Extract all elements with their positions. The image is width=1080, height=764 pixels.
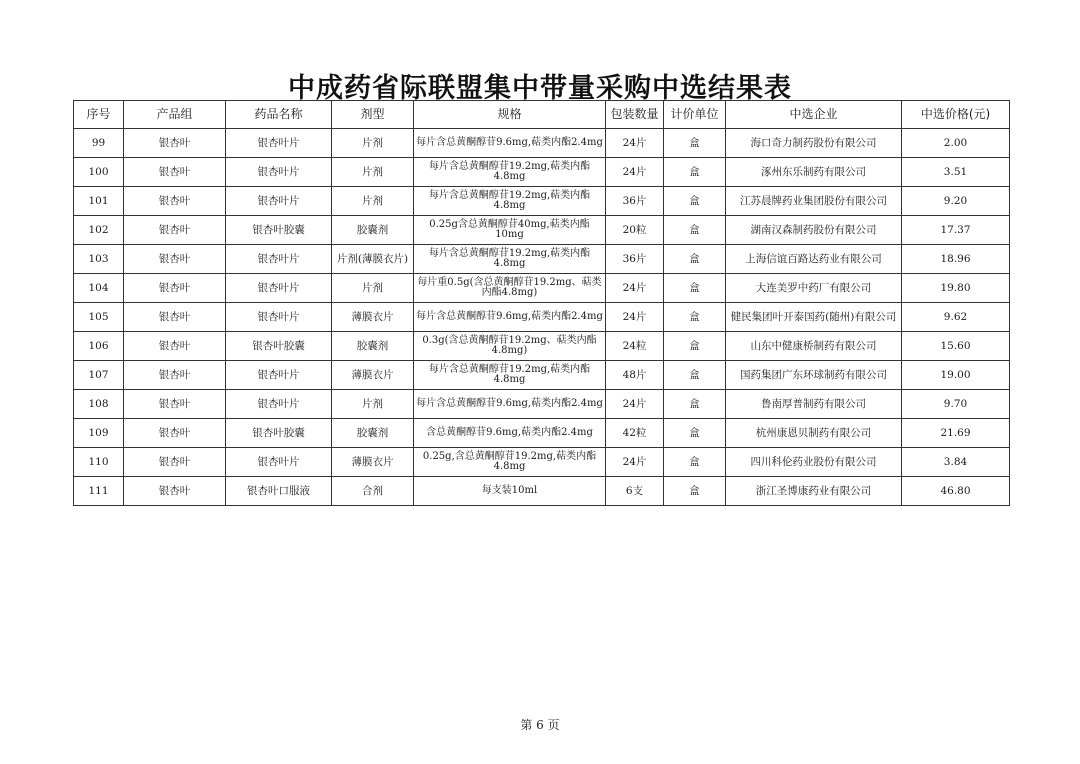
seq-cell: 103 [74, 245, 124, 274]
product-group-cell: 银杏叶 [124, 158, 226, 187]
product-group-cell: 银杏叶 [124, 390, 226, 419]
price-cell: 15.60 [902, 332, 1010, 361]
table-row [74, 477, 1010, 506]
column-header-spec: 规格 [414, 101, 606, 129]
drug-name-cell: 银杏叶片 [226, 448, 332, 477]
dosage-form-cell: 胶囊剂 [332, 419, 414, 448]
package-qty-cell: 24片 [606, 274, 664, 303]
page-title: 中成药省际联盟集中带量采购中选结果表 [288, 73, 792, 104]
table-row [74, 216, 1010, 245]
price-cell: 3.51 [902, 158, 1010, 187]
company-cell: 江苏晨牌药业集团股份有限公司 [726, 187, 902, 216]
dosage-form-cell: 胶囊剂 [332, 216, 414, 245]
product-group-cell: 银杏叶 [124, 332, 226, 361]
table-row [74, 332, 1010, 361]
unit-cell: 盒 [664, 361, 726, 390]
seq-cell: 110 [74, 448, 124, 477]
table-row [74, 187, 1010, 216]
company-cell: 鲁南厚普制药有限公司 [726, 390, 902, 419]
product-group-cell: 银杏叶 [124, 129, 226, 158]
spec-cell: 每支装10ml [414, 477, 606, 506]
package-qty-cell: 36片 [606, 187, 664, 216]
drug-name-cell: 银杏叶片 [226, 361, 332, 390]
drug-name-cell: 银杏叶胶囊 [226, 332, 332, 361]
package-qty-cell: 42粒 [606, 419, 664, 448]
spec-cell: 0.3g(含总黄酮醇苷19.2mg、萜类内酯4.8mg) [414, 332, 606, 361]
unit-cell: 盒 [664, 448, 726, 477]
product-group-cell: 银杏叶 [124, 477, 226, 506]
spec-cell: 含总黄酮醇苷9.6mg,萜类内酯2.4mg [414, 419, 606, 448]
unit-cell: 盒 [664, 129, 726, 158]
unit-cell: 盒 [664, 245, 726, 274]
seq-cell: 108 [74, 390, 124, 419]
seq-cell: 101 [74, 187, 124, 216]
table-row [74, 129, 1010, 158]
dosage-form-cell: 胶囊剂 [332, 332, 414, 361]
drug-name-cell: 银杏叶片 [226, 245, 332, 274]
package-qty-cell: 24片 [606, 129, 664, 158]
dosage-form-cell: 片剂 [332, 390, 414, 419]
product-group-cell: 银杏叶 [124, 448, 226, 477]
dosage-form-cell: 片剂(薄膜衣片) [332, 245, 414, 274]
spec-cell: 每片含总黄酮醇苷19.2mg,萜类内酯4.8mg [414, 361, 606, 390]
drug-name-cell: 银杏叶片 [226, 274, 332, 303]
company-cell: 浙江圣博康药业有限公司 [726, 477, 902, 506]
product-group-cell: 银杏叶 [124, 274, 226, 303]
table-row [74, 245, 1010, 274]
package-qty-cell: 6支 [606, 477, 664, 506]
column-header-product-group: 产品组 [124, 101, 226, 129]
column-header-dosage-form: 剂型 [332, 101, 414, 129]
spec-cell: 0.25g含总黄酮醇苷40mg,萜类内酯10mg [414, 216, 606, 245]
column-header-unit: 计价单位 [664, 101, 726, 129]
unit-cell: 盒 [664, 187, 726, 216]
spec-cell: 每片含总黄酮醇苷9.6mg,萜类内酯2.4mg [414, 390, 606, 419]
company-cell: 上海信谊百路达药业有限公司 [726, 245, 902, 274]
price-cell: 3.84 [902, 448, 1010, 477]
unit-cell: 盒 [664, 216, 726, 245]
spec-cell: 每片含总黄酮醇苷19.2mg,萜类内酯4.8mg [414, 158, 606, 187]
drug-name-cell: 银杏叶片 [226, 303, 332, 332]
price-cell: 17.37 [902, 216, 1010, 245]
table-row [74, 419, 1010, 448]
drug-name-cell: 银杏叶片 [226, 129, 332, 158]
dosage-form-cell: 片剂 [332, 158, 414, 187]
company-cell: 海口奇力制药股份有限公司 [726, 129, 902, 158]
column-header-package-qty: 包装数量 [606, 101, 664, 129]
package-qty-cell: 48片 [606, 361, 664, 390]
drug-name-cell: 银杏叶胶囊 [226, 419, 332, 448]
table-row [74, 303, 1010, 332]
dosage-form-cell: 片剂 [332, 274, 414, 303]
column-header-price: 中选价格(元) [902, 101, 1010, 129]
seq-cell: 107 [74, 361, 124, 390]
seq-cell: 109 [74, 419, 124, 448]
spec-cell: 每片含总黄酮醇苷19.2mg,萜类内酯4.8mg [414, 187, 606, 216]
price-cell: 19.80 [902, 274, 1010, 303]
dosage-form-cell: 薄膜衣片 [332, 303, 414, 332]
drug-name-cell: 银杏叶胶囊 [226, 216, 332, 245]
seq-cell: 104 [74, 274, 124, 303]
company-cell: 涿州东乐制药有限公司 [726, 158, 902, 187]
drug-name-cell: 银杏叶片 [226, 187, 332, 216]
unit-cell: 盒 [664, 332, 726, 361]
table-row [74, 158, 1010, 187]
company-cell: 健民集团叶开泰国药(随州)有限公司 [726, 303, 902, 332]
price-cell: 9.70 [902, 390, 1010, 419]
dosage-form-cell: 合剂 [332, 477, 414, 506]
product-group-cell: 银杏叶 [124, 245, 226, 274]
spec-cell: 每片重0.5g(含总黄酮醇苷19.2mg、萜类内酯4.8mg) [414, 274, 606, 303]
unit-cell: 盒 [664, 419, 726, 448]
package-qty-cell: 24粒 [606, 332, 664, 361]
product-group-cell: 银杏叶 [124, 216, 226, 245]
package-qty-cell: 36片 [606, 245, 664, 274]
package-qty-cell: 24片 [606, 158, 664, 187]
company-cell: 杭州康恩贝制药有限公司 [726, 419, 902, 448]
unit-cell: 盒 [664, 274, 726, 303]
seq-cell: 105 [74, 303, 124, 332]
package-qty-cell: 24片 [606, 303, 664, 332]
drug-name-cell: 银杏叶口服液 [226, 477, 332, 506]
price-cell: 9.20 [902, 187, 1010, 216]
page-number: 第 6 页 [520, 718, 560, 732]
product-group-cell: 银杏叶 [124, 303, 226, 332]
dosage-form-cell: 薄膜衣片 [332, 448, 414, 477]
price-cell: 19.00 [902, 361, 1010, 390]
product-group-cell: 银杏叶 [124, 187, 226, 216]
price-cell: 18.96 [902, 245, 1010, 274]
spec-cell: 每片含总黄酮醇苷9.6mg,萜类内酯2.4mg [414, 129, 606, 158]
price-cell: 9.62 [902, 303, 1010, 332]
company-cell: 山东中健康桥制药有限公司 [726, 332, 902, 361]
table-row [74, 361, 1010, 390]
spec-cell: 0.25g,含总黄酮醇苷19.2mg,萜类内酯4.8mg [414, 448, 606, 477]
seq-cell: 102 [74, 216, 124, 245]
company-cell: 国药集团广东环球制药有限公司 [726, 361, 902, 390]
drug-name-cell: 银杏叶片 [226, 158, 332, 187]
price-cell: 46.80 [902, 477, 1010, 506]
column-header-company: 中选企业 [726, 101, 902, 129]
package-qty-cell: 24片 [606, 390, 664, 419]
table-row [74, 274, 1010, 303]
seq-cell: 100 [74, 158, 124, 187]
company-cell: 湖南汉森制药股份有限公司 [726, 216, 902, 245]
package-qty-cell: 24片 [606, 448, 664, 477]
price-cell: 2.00 [902, 129, 1010, 158]
table-body [74, 129, 1010, 506]
product-group-cell: 银杏叶 [124, 361, 226, 390]
table-header-row [74, 101, 1010, 129]
column-header-seq: 序号 [74, 101, 124, 129]
results-table [73, 100, 1010, 506]
table-row [74, 448, 1010, 477]
dosage-form-cell: 片剂 [332, 187, 414, 216]
unit-cell: 盒 [664, 477, 726, 506]
unit-cell: 盒 [664, 158, 726, 187]
drug-name-cell: 银杏叶片 [226, 390, 332, 419]
dosage-form-cell: 薄膜衣片 [332, 361, 414, 390]
price-cell: 21.69 [902, 419, 1010, 448]
spec-cell: 每片含总黄酮醇苷9.6mg,萜类内酯2.4mg [414, 303, 606, 332]
company-cell: 大连美罗中药厂有限公司 [726, 274, 902, 303]
seq-cell: 111 [74, 477, 124, 506]
spec-cell: 每片含总黄酮醇苷19.2mg,萜类内酯4.8mg [414, 245, 606, 274]
company-cell: 四川科伦药业股份有限公司 [726, 448, 902, 477]
seq-cell: 99 [74, 129, 124, 158]
unit-cell: 盒 [664, 390, 726, 419]
unit-cell: 盒 [664, 303, 726, 332]
product-group-cell: 银杏叶 [124, 419, 226, 448]
package-qty-cell: 20粒 [606, 216, 664, 245]
dosage-form-cell: 片剂 [332, 129, 414, 158]
column-header-drug-name: 药品名称 [226, 101, 332, 129]
table-row [74, 390, 1010, 419]
seq-cell: 106 [74, 332, 124, 361]
